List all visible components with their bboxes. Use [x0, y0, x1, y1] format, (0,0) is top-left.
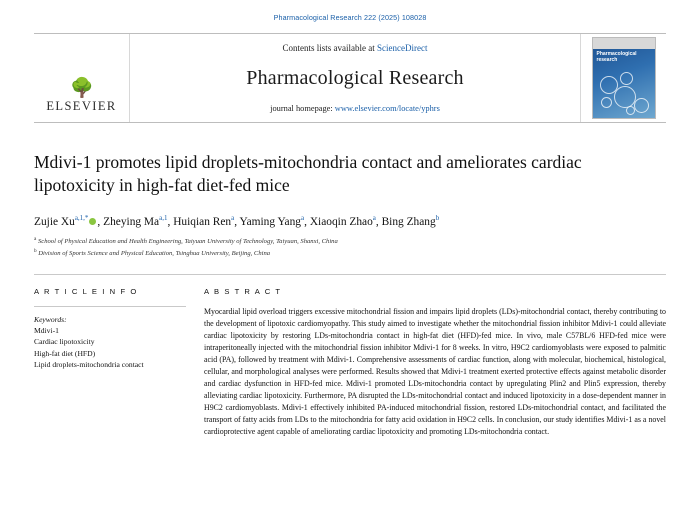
- abstract-column: [204, 287, 666, 438]
- author-separator: ,: [97, 215, 104, 228]
- contents-available-line: [283, 43, 428, 53]
- author-item[interactable]: [103, 216, 167, 228]
- affiliation-marker: b: [34, 248, 37, 255]
- page-title: Mdivi-1 promotes lipid droplets-mitochondria contact and ameliorates cardiac lipotoxicity in high-fat diet-fed mice: [34, 152, 582, 196]
- elsevier-tree-icon: 🌳: [70, 77, 93, 99]
- article-body: [34, 287, 666, 438]
- cover-decoration: [596, 70, 652, 114]
- author-affil-marker: a,1: [159, 214, 168, 223]
- contents-prefix: Contents lists available at: [282, 43, 377, 53]
- abstract-text: Myocardial lipid overload triggers excessive mitochondrial fission and impairs lipid droplets (LDs)-mitochondrial contact, thereby contributing to the development of lipotoxic cardiomyopathy. This study aimed to investigate whether the mitochondrial fission inhibitor Mdivi-1 could alleviate cardiac lipotoxicity by restoring LDs-mitochondria contact in high-fat diet (HFD)-fed mice. In vivo, male C57BL/6 HFD-fed mice were intraperitoneally injected with the mitochondrial fission inhibitor Mdivi-1 for 8 weeks. In vitro, H9C2 cardiomyoblasts were exposed to palmitic acid (PA), followed by treatment with Mdivi-1. Comprehensive assessments of cardiac function, along with molecular, biochemical, histological, cellular, and morphological analyses were performed. Results showed that Mdivi-1 treatment exerted protective effects against metabolic disorder and cardiac dysfunction in HFD-fed mice. Mdivi-1 promoted LDs-mitochondria contact by upregulating Plin2 and Plin5 expression, thereby alleviating cardiac lipotoxicity. Furthermore, PA disrupted the LDs-mitochondrial contact and induced lipotoxicity in a dose-dependent manner in H9C2 cardiomyoblasts. Mdivi-1 effectively inhibited PA-induced mitochondrial fission, restored LDs-mitochondrial contact, and facilitated the transport of fatty acids from LDs to the mitochondria for fatty acid oxidation in H9C2 cells. In conclusion, our study identifies Mdivi-1 as a novel cardioprotective agent capable of ameliorating cardiac lipotoxicity and promoting LDs-mitochondria contact.: [204, 306, 666, 436]
- author-separator: ,: [304, 215, 310, 228]
- author-separator: ,: [234, 215, 240, 228]
- keyword-item: High-fat diet (HFD): [34, 348, 96, 358]
- author-item[interactable]: [173, 216, 234, 228]
- cover-top-bar: [593, 38, 655, 49]
- affiliation-item: [34, 247, 666, 259]
- article-info-heading: A R T I C L E I N F O: [34, 286, 138, 296]
- keyword-item: Cardiac lipotoxicity: [34, 337, 95, 347]
- masthead-center: [130, 34, 580, 122]
- author-name: Yaming Yang: [239, 215, 301, 228]
- author-list: [34, 214, 666, 228]
- author-affil-marker: a: [231, 214, 235, 223]
- section-divider: [34, 274, 666, 275]
- affiliation-item: [34, 235, 666, 247]
- author-item[interactable]: [382, 216, 440, 228]
- abstract-heading: A B S T R A C T: [204, 286, 282, 296]
- author-name: Bing Zhang: [381, 215, 436, 228]
- author-affil-marker: a,1,*: [74, 214, 89, 223]
- orcid-icon[interactable]: [89, 218, 96, 225]
- author-name: Huiqian Ren: [173, 215, 232, 228]
- affiliation-text: Division of Sports Science and Physical Education, Tsinghua University, Beijing, China: [38, 250, 271, 258]
- elsevier-wordmark: ELSEVIER: [46, 98, 117, 113]
- author-affil-marker: a: [372, 214, 376, 223]
- author-separator: ,: [167, 215, 174, 228]
- keyword-item: Lipid droplets-mitochondria contact: [34, 359, 144, 369]
- affiliation-marker: a: [34, 235, 37, 242]
- journal-title: Pharmacological Research: [246, 67, 464, 89]
- author-name: Zujie Xu: [34, 215, 75, 228]
- journal-homepage-line: [270, 104, 440, 113]
- author-name: Xiaoqin Zhao: [309, 215, 373, 228]
- cover-title: Pharmacological research: [596, 51, 637, 63]
- author-affil-marker: a: [301, 214, 305, 223]
- affiliation-text: School of Physical Education and Health Engineering, Taiyuan University of Technology, Taiyuan, Shanxi, China: [37, 238, 338, 246]
- affiliation-list: [34, 235, 666, 260]
- article-info-column: [34, 287, 204, 438]
- publisher-logo-area: [34, 34, 130, 122]
- author-item[interactable]: [239, 216, 304, 228]
- elsevier-logo: [46, 79, 116, 113]
- running-head: Pharmacological Research 222 (2025) 108028: [273, 13, 427, 22]
- author-item[interactable]: [310, 216, 376, 228]
- author-separator: ,: [375, 215, 382, 228]
- homepage-prefix: journal homepage:: [270, 104, 335, 113]
- keywords-label: Keywords:: [34, 314, 67, 324]
- journal-masthead: [34, 33, 666, 123]
- sciencedirect-link[interactable]: ScienceDirect: [377, 43, 428, 53]
- article-info-rule: [34, 306, 186, 307]
- keyword-item: Mdivi-1: [34, 325, 59, 335]
- journal-homepage-link[interactable]: www.elsevier.com/locate/yphrs: [334, 104, 440, 113]
- author-name: Zheying Ma: [103, 215, 160, 228]
- journal-cover-image: [592, 37, 656, 119]
- author-item[interactable]: [34, 216, 97, 228]
- author-affil-marker: b: [435, 214, 440, 223]
- masthead-right: [580, 34, 666, 122]
